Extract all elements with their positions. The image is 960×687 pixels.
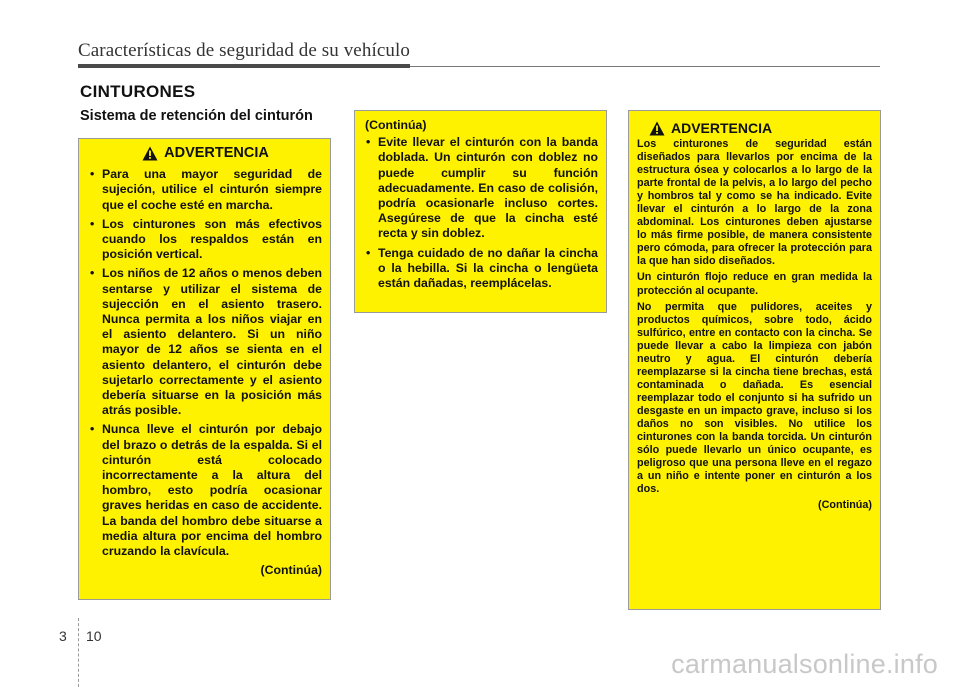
list-item: • Nunca lleve el cinturón por debajo del brazo o detrás de la espalda. Si el cinturón está colocado incorrectamente a la altura del hombro, esto podría ocasionar graves heridas en caso de accidente. La banda del hombro debe situarse a media altura por encima del hombro cruzando la clavícula.: [89, 422, 322, 559]
continues-label: (Continúa): [260, 563, 322, 578]
warning-heading: [89, 146, 322, 161]
continues-label: (Continúa): [818, 499, 872, 512]
subsection-title: Sistema de retención del cinturón: [80, 108, 313, 124]
watermark: carmanualsonline.info: [671, 649, 938, 679]
footer-divider: [78, 618, 79, 687]
warning-paragraph: Un cinturón flojo reduce en gran medida la protección al ocupante.: [637, 271, 872, 297]
header-bar: [78, 64, 410, 68]
warning-triangle-icon: [649, 121, 665, 136]
warning-box-middle: [354, 110, 607, 313]
warning-box-left: [78, 138, 331, 600]
header-rule: [410, 66, 880, 67]
page-number: 10: [86, 628, 102, 644]
list-item: • Los niños de 12 años o menos deben sentarse y utilizar el sistema de sujección en el asiento trasero. Nunca permita a los niños viajar en el asiento delantero. Si un niño mayor de 12 años se sienta en el asiento delantero, el cinturón debe sujetarlo correctamente y el asiento debería situarse en la posición más atrás posible.: [89, 266, 322, 418]
warning-heading-text: ADVERTENCIA: [164, 145, 269, 161]
warning-list: [89, 167, 322, 559]
list-item: • Tenga cuidado de no dañar la cincha o la hebilla. Si la cincha o lengüeta están dañadas, reemplácelas.: [365, 246, 598, 292]
continued-label: (Continúa): [365, 118, 427, 132]
warning-paragraph: Los cinturones de seguridad están diseñados para llevarlos por encima de la estructura ósea y colocarlos a lo largo de la parte frontal de la pelvis, a lo largo del pecho y hombros tal y como se ha indicado. Evite llevar el cinturón a lo largo de la zona abdominal. Los cinturones deben ajustarse lo más firme posible, de manera consistente pero cómoda, para ofrecer la protección para la que han sido diseñados.: [637, 138, 872, 268]
list-item: • Para una mayor seguridad de sujeción, utilice el cinturón siempre que el coche esté en marcha.: [89, 167, 322, 213]
warning-paragraph: No permita que pulidores, aceites y productos químicos, sobre todo, ácido sulfúrico, entre en contacto con la cincha. Se puede llevar a cabo la limpieza con jabón neutro y agua. El cinturón debería reemplazarse si la cincha tiene brechas, está contaminada o dañada. Es esencial reemplazar todo el conjunto si ha sufrido un desgaste en un impacto grave, incluso si los daños no son visibles. No utilice los cinturones con la banda torcida. Un cinturón sólo puede llevarlo un único ocupante, es peligroso que una persona lleve en el regazo a un niño e intente poner en cinturón a los dos.: [637, 300, 872, 496]
list-item: • Los cinturones son más efectivos cuando los respaldos están en posición vertical.: [89, 217, 322, 263]
chapter-number: 3: [59, 628, 67, 644]
page-header-title: Características de seguridad de su vehículo: [78, 40, 410, 61]
warning-list: [365, 135, 598, 291]
warning-heading: [637, 121, 872, 136]
warning-box-right: [628, 110, 881, 610]
section-title: CINTURONES: [80, 82, 196, 101]
warning-heading-text: ADVERTENCIA: [671, 119, 773, 136]
warning-triangle-icon: [142, 146, 158, 161]
list-item: • Evite llevar el cinturón con la banda doblada. Un cinturón con doblez no puede cumplir su función adecuadamente. En caso de colisión, podría ocasionarle incluso cortes. Asegúrese de que la cincha esté recta y sin doblez.: [365, 135, 598, 241]
